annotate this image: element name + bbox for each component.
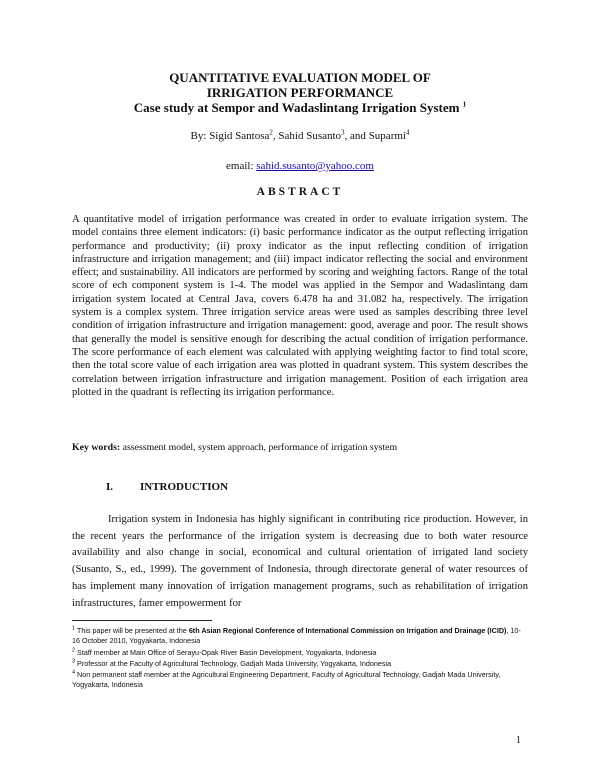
footnote-1-pre: This paper will be presented at the xyxy=(75,626,189,635)
title-footnote-marker: 1 xyxy=(462,100,467,109)
author-2: Sahid Susanto xyxy=(278,130,342,142)
footnote-4-marker: 4 xyxy=(72,669,76,676)
footnote-3 xyxy=(72,659,528,669)
contact-email xyxy=(60,160,540,172)
section-heading-introduction xyxy=(106,481,228,493)
footnote-1-marker: 1 xyxy=(72,625,76,632)
abstract-heading: ABSTRACT xyxy=(256,186,344,198)
title-line-2: IRRIGATION PERFORMANCE xyxy=(206,85,394,100)
footnote-3-text: Professor at the Faculty of Agricultural Technology, Gadjah Mada University, Yogyakarta, Indonesia xyxy=(75,659,392,668)
section-title: INTRODUCTION xyxy=(140,481,229,493)
keywords xyxy=(72,442,528,454)
page-number: 1 xyxy=(516,735,521,746)
author-1: Sigid Santosa xyxy=(209,130,270,142)
byline-sep-2: , and xyxy=(344,130,369,142)
footnote-1-conference: 6th Asian Regional Conference of International Commission on Irrigation and Drainage (ICID) xyxy=(188,626,507,635)
footnote-2-text: Staff member at Main Office of Serayu-Opak River Basin Development, Yogyakarta, Indonesia xyxy=(75,648,377,657)
author-1-marker: 2 xyxy=(269,128,273,137)
title-line-3 xyxy=(60,100,540,115)
footnote-3-marker: 3 xyxy=(72,658,76,665)
introduction-paragraph: Irrigation system in Indonesia has highly significant in contributing rice production. However, in the recent years the performance of the irrigation system is decreasing due to both water resource availability and also change in social, economical and cultural orientation of irrigated land society (Susanto, S., ed., 1999). The government of Indonesia, through directorate general of water resources of has implement many innovation of irrigation management programs, such as rehabilitation of irrigation infrastructures, famer empowerment for xyxy=(72,514,528,609)
author-2-marker: 3 xyxy=(341,128,345,137)
keywords-label: Key words: xyxy=(72,442,121,453)
author-byline xyxy=(60,130,540,142)
footnote-divider xyxy=(72,620,212,621)
footnote-2-marker: 2 xyxy=(72,647,76,654)
footnote-2 xyxy=(72,648,528,658)
section-number: I. xyxy=(106,481,114,493)
title-subtitle: Case study at Sempor and Wadaslintang Irrigation System xyxy=(133,100,460,115)
footnote-4-text: Non permanent staff member at the Agricultural Engineering Department, Faculty of Agricultural Technology, Gadjah Mada University, Yogyakarta, Indonesia xyxy=(72,670,501,689)
email-label: email: xyxy=(226,160,257,172)
abstract-text: A quantitative model of irrigation performance was created in order to evaluate irrigation system. The model contains three element indicators: (i) basic performance indicator as the output reflecting irrigation performance and productivity; (ii) proxy indicator as the input reflecting condition of irrigation infrastructure and irrigation management; and (iii) impact indicator reflecting the social and environment effect; and sustainability. All indicators are performed by scoring and weighting factors. Range of the total score of ech component system is 1-4. The model was applied in the Sempor and Wadaslintang dam irrigation system located at Central Java, covers 6.478 ha and 31.082 ha, respectively. The irrigation system is a complex system. Three irrigation service areas were used as samples describing three level condition of irrigation infrastructure and irrigation management: good, average and poor. The result shows that generally the model is sensitive enough for describing the actual condition of irrigation performance. The score performance of each element was calculated with applying weighting factor to find total score, then the total score value of each irrigation area was plotted in quadrant system. This system describes the correlation between irrigation infrastructure and irrigation management. Position of each irrigation area plotted in the quadrant is reflecting its irrigation performance. xyxy=(72,214,528,398)
footnote-4 xyxy=(72,670,528,689)
author-3: Suparmi xyxy=(368,130,406,142)
footnote-1 xyxy=(72,626,528,645)
title-line-1: QUANTITATIVE EVALUATION MODEL OF xyxy=(169,70,431,85)
byline-prefix: By: xyxy=(190,130,210,142)
keywords-text: assessment model, system approach, performance of irrigation system xyxy=(120,442,398,453)
byline-sep-1: , xyxy=(272,130,279,142)
footnote-1-post: , 10-16 October 2010, Yogyakarta, Indonesia xyxy=(72,626,521,645)
email-link[interactable]: sahid.susanto@yahoo.com xyxy=(256,160,374,172)
author-3-marker: 4 xyxy=(405,128,410,137)
